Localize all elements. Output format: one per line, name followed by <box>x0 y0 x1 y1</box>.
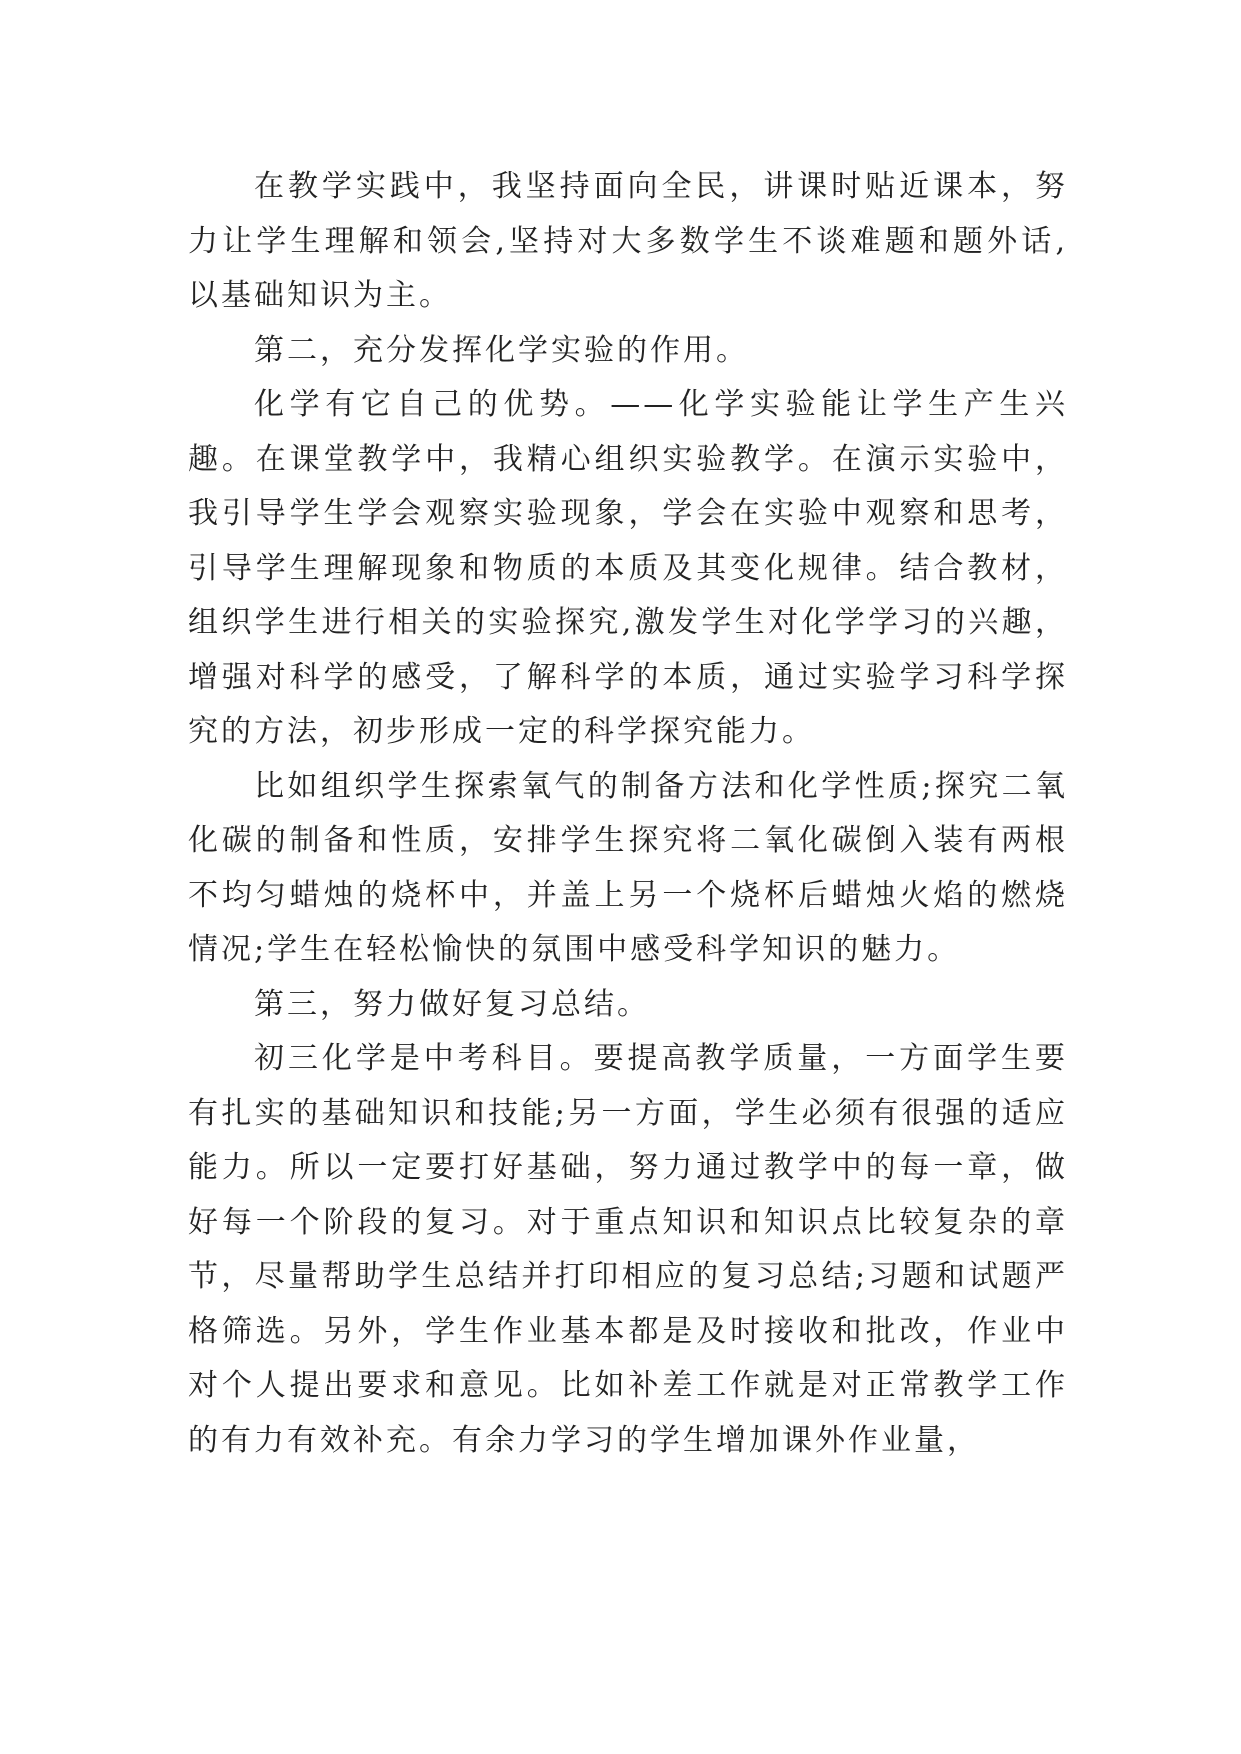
paragraph-teaching-practice: 在教学实践中，我坚持面向全民，讲课时贴近课本，努力让学生理解和领会,坚持对大多数学生不谈难题和题外话,以基础知识为主。 <box>188 169 1068 313</box>
document-body <box>188 160 1068 1468</box>
heading-second-point: 第二，充分发挥化学实验的作用。 <box>254 332 749 368</box>
paragraph-review-summary: 初三化学是中考科目。要提高教学质量，一方面学生要有扎实的基础知识和技能;另一方面，学生必须有很强的适应能力。所以一定要打好基础，努力通过教学中的每一章，做好每一个阶段的复习。对于重点知识和知识点比较复杂的章节，尽量帮助学生总结并打印相应的复习总结;习题和试题严格筛选。另外，学生作业基本都是及时接收和批改，作业中对个人提出要求和意见。比如补差工作就是对正常教学工作的有力有效补充。有余力学习的学生增加课外作业量， <box>188 1041 1068 1458</box>
paragraph-chemistry-experiments: 化学有它自己的优势。——化学实验能让学生产生兴趣。在课堂教学中，我精心组织实验教学。在演示实验中，我引导学生学会观察实验现象，学会在实验中观察和思考，引导学生理解现象和物质的本质及其变化规律。结合教材，组织学生进行相关的实验探究,激发学生对化学学习的兴趣，增强对科学的感受，了解科学的本质，通过实验学习科学探究的方法，初步形成一定的科学探究能力。 <box>188 387 1068 749</box>
paragraph-experiment-examples: 比如组织学生探索氧气的制备方法和化学性质;探究二氧化碳的制备和性质，安排学生探究将二氧化碳倒入装有两根不均匀蜡烛的烧杯中，并盖上另一个烧杯后蜡烛火焰的燃烧情况;学生在轻松愉快的氛围中感受科学知识的魅力。 <box>188 768 1068 967</box>
heading-third-point: 第三，努力做好复习总结。 <box>254 986 650 1022</box>
